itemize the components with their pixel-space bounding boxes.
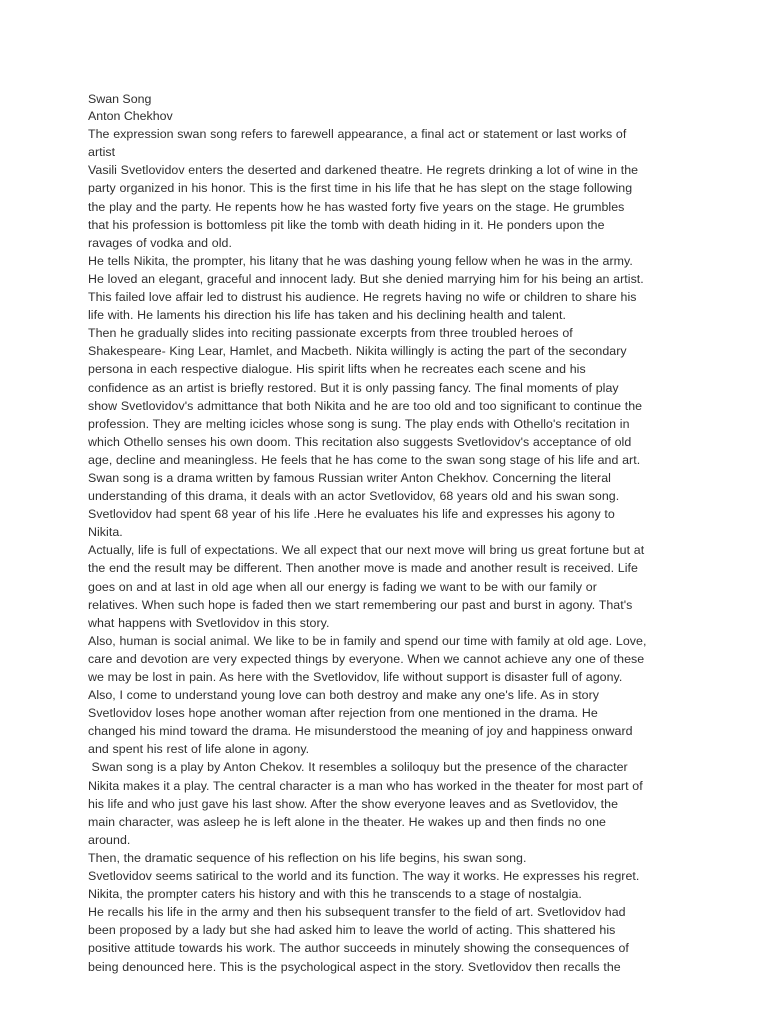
text-line: relatives. When such hope is faded then we start remembering our past and burst in agony. That's <box>88 597 633 612</box>
text-line: He loved an elegant, graceful and innocent lady. But she denied marrying him for his being an artist. <box>88 271 644 286</box>
text-line: been proposed by a lady but she had asked him to leave the world of acting. This shattered his <box>88 923 616 938</box>
text-line: what happens with Svetlovidov in this story. <box>88 615 330 630</box>
text-line: Then he gradually slides into reciting passionate excerpts from three troubled heroes of <box>88 326 573 341</box>
text-line: which Othello senses his own doom. This recitation also suggests Svetlovidov's acceptance of old <box>88 434 632 449</box>
text-line: the play and the party. He repents how he has wasted forty five years on the stage. He grumbles <box>88 199 625 214</box>
paragraph-play-description <box>88 758 682 848</box>
paragraph-analysis-1 <box>88 469 682 541</box>
text-line: He recalls his life in the army and then his subsequent transfer to the field of art. Svetlovidov had <box>88 905 626 920</box>
text-line: and spent his rest of life alone in agony. <box>88 742 310 757</box>
text-line: Actually, life is full of expectations. We all expect that our next move will bring us great fortune but at <box>88 543 645 558</box>
text-line: life with. He laments his direction his life has taken and his declining health and talent. <box>88 308 566 323</box>
text-line: we may be lost in pain. As here with the Svetlovidov, life without support is disaster full of agony. <box>88 670 623 684</box>
text-line: around. <box>88 832 131 847</box>
paragraph-recollection <box>88 903 682 975</box>
text-line: main character, was asleep he is left alone in the theater. He wakes up and then finds no one <box>88 814 606 829</box>
document-author: Anton Chekhov <box>88 109 173 124</box>
text-line: Also, human is social animal. We like to be in family and spend our time with family at old age. Love, <box>88 633 647 648</box>
paragraph-dramatic-sequence <box>88 849 682 867</box>
document-title: Swan Song <box>88 92 152 106</box>
text-line: being denounced here. This is the psychological aspect in the story. Svetlovidov then recalls the <box>88 959 621 974</box>
text-line: Then, the dramatic sequence of his reflection on his life begins, his swan song. <box>88 850 527 865</box>
text-line: care and devotion are very expected things by everyone. When we cannot achieve any one of these <box>88 651 645 666</box>
text-line: Swan song is a play by Anton Chekov. It resembles a soliloquy but the presence of the character <box>88 760 628 775</box>
document-text-body <box>88 91 682 976</box>
text-line: Nikita, the prompter caters his history and with this he transcends to a stage of nostalgia. <box>88 887 582 902</box>
text-line: Nikita. <box>88 525 123 540</box>
paragraph-summary-1 <box>88 161 682 251</box>
text-line: his life and who just gave his last show. After the show everyone leaves and as Svetlovidov, the <box>88 796 619 811</box>
text-line: changed his mind toward the drama. He misunderstood the meaning of joy and happiness onward <box>88 724 633 739</box>
text-line: understanding of this drama, it deals with an actor Svetlovidov, 68 years old and his swan song. <box>88 489 620 504</box>
paragraph-reflection-1 <box>88 541 682 631</box>
text-line: Shakespeare- King Lear, Hamlet, and Macbeth. Nikita willingly is acting the part of the secondary <box>88 344 627 359</box>
text-line: He tells Nikita, the prompter, his litany that he was dashing young fellow when he was in the army. <box>88 253 633 268</box>
text-line: Vasili Svetlovidov enters the deserted and darkened theatre. He regrets drinking a lot of wine in the <box>88 163 639 178</box>
paragraph-satirical <box>88 867 682 903</box>
text-line: Nikita makes it a play. The central character is a man who has worked in the theater for most part of <box>88 778 643 793</box>
paragraph-definition <box>88 125 682 161</box>
text-line: age, decline and meaningless. He feels that he has come to the swan song stage of his life and art. <box>88 452 641 467</box>
text-line: Swan song is a drama written by famous Russian writer Anton Chekhov. Concerning the literal <box>88 470 611 485</box>
text-line: that his profession is bottomless pit like the tomb with death hiding in it. He ponders upon the <box>88 217 605 232</box>
text-line: goes on and at last in old age when all our energy is fading we want to be with our family or <box>88 579 597 594</box>
paragraph-reflection-2 <box>88 632 682 759</box>
text-line: persona in each respective dialogue. His spirit lifts when he recreates each scene and his <box>88 362 586 377</box>
text-line: ravages of vodka and old. <box>88 235 232 250</box>
text-line: Svetlovidov seems satirical to the world and its function. The way it works. He expresses his regret. <box>88 869 640 884</box>
text-line: The expression swan song refers to farewell appearance, a final act or statement or last works of <box>88 127 627 142</box>
text-line: artist <box>88 145 116 160</box>
text-line: party organized in his honor. This is the first time in his life that he has slept on the stage following <box>88 181 633 196</box>
text-line: This failed love affair led to distrust his audience. He regrets having no wife or children to share his <box>88 290 637 305</box>
text-line: Svetlovidov loses hope another woman after rejection from one mentioned in the drama. He <box>88 706 598 721</box>
text-line: profession. They are melting icicles whose song is sung. The play ends with Othello's recitation in <box>88 416 630 431</box>
text-line: Svetlovidov had spent 68 year of his life .Here he evaluates his life and expresses his agony to <box>88 507 615 522</box>
paragraph-summary-2 <box>88 252 682 324</box>
text-line: show Svetlovidov's admittance that both Nikita and he are too old and too significant to continue the <box>88 398 643 413</box>
text-line: the end the result may be different. Then another move is made and another result is received. Life <box>88 561 638 576</box>
text-line: Also, I come to understand young love can both destroy and make any one's life. As in story <box>88 688 600 703</box>
paragraph-summary-3 <box>88 324 682 469</box>
text-line: confidence as an artist is briefly restored. But it is only passing fancy. The final moments of play <box>88 380 619 395</box>
text-line: positive attitude towards his work. The author succeeds in minutely showing the consequences of <box>88 941 629 956</box>
